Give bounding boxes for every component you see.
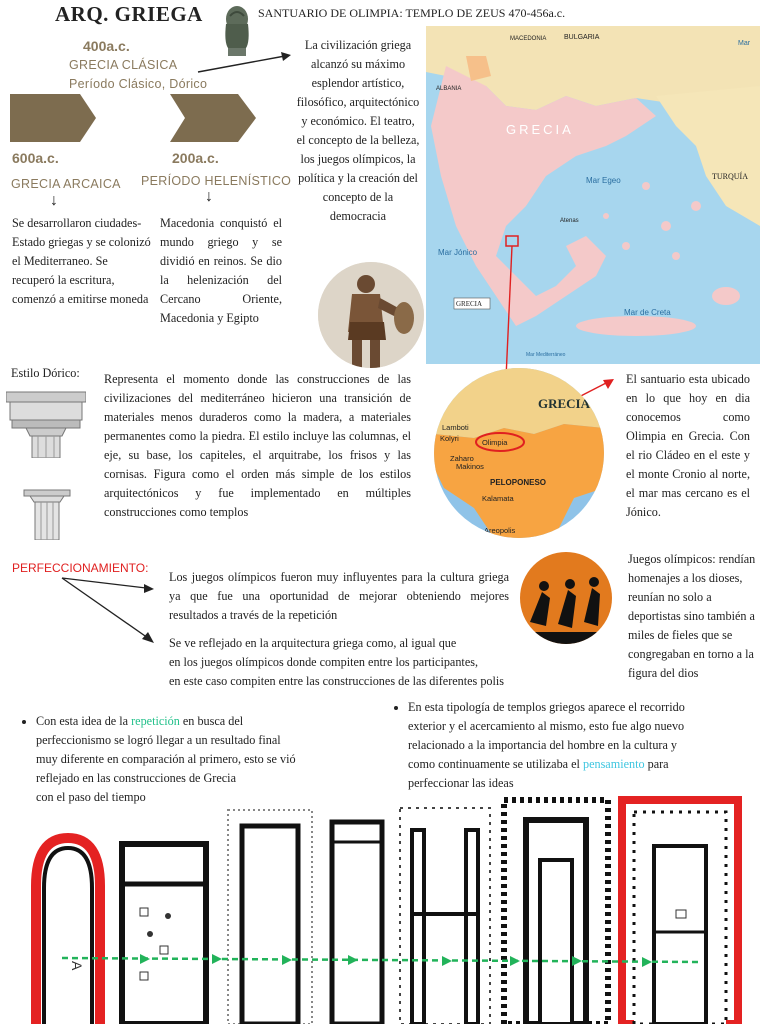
perfection-arrows (60, 576, 160, 648)
page-subtitle: SANTUARIO DE OLIMPIA: TEMPLO DE ZEUS 470-456a.c. (258, 6, 566, 20)
bullet-text: Con esta idea de la (36, 714, 132, 728)
perfection-text-2-line: Se ve reflejado en la arquitectura griega como, al igual que (169, 636, 457, 650)
bullet-right (394, 698, 764, 793)
temple-plan-1 (36, 838, 100, 1024)
perfection-text-2-line: en este caso compiten entre las construcciones de las diferentes polis (169, 674, 505, 688)
temple-plan-3 (228, 810, 312, 1024)
bullet-right-item (408, 698, 764, 793)
bullet-text: relacionado a la importancia del hombre en la cultura y (408, 738, 678, 752)
bullet-text: con el paso del tiempo (36, 790, 146, 804)
temple-plan-7 (622, 800, 738, 1024)
inset-title: GRECIA (538, 396, 591, 411)
bullet-left (22, 712, 362, 807)
bullet-text: como continuamente se utilizaba el (408, 757, 583, 771)
map-label-atenas: Atenas (560, 218, 579, 224)
map-label-macedonia: MACEDONIA (510, 36, 547, 42)
down-arrow-icon: ↓ (50, 192, 58, 209)
bullet-text: perfeccionismo se logró llegar a un resultado final (36, 733, 281, 747)
map-label-mar-egeo: Mar Egeo (586, 176, 621, 185)
olympic-vase-image (520, 552, 612, 644)
timeline-arrows (10, 92, 260, 144)
temple-plan-6 (504, 800, 608, 1024)
perfection-text-2-line: en los juegos olímpicos donde compiten entre los participantes, (169, 655, 479, 669)
inset-place-zaharo: Zaharo (450, 454, 474, 463)
bullet-text: muy diferente en comparación al primero, esto se vió (36, 752, 296, 766)
inset-place-makinos: Makinos (456, 462, 484, 471)
era-grecia-arcaica: GRECIA ARCAICA (11, 177, 121, 191)
year-200: 200a.c. (172, 150, 219, 166)
inset-place-kolyri: Kolyri (440, 434, 459, 443)
bullet-text: exterior y el acercamiento al mismo, esto fue algo nuevo (408, 719, 685, 733)
helenistico-text: Macedonia conquistó el mundo griego y se dividió en reinos. Se dio la helenización del Cercano Oriente, Macedonia y Egipto (160, 216, 282, 325)
map-label-mar: Mar (738, 40, 751, 47)
map-label-albania: ALBANIA (436, 86, 462, 92)
map-label-bulgaria: BULGARIA (564, 34, 600, 41)
bullet-text: reflejado en las construcciones de Grecia (36, 771, 236, 785)
map-tag-grecia: GRECIA (456, 300, 483, 308)
map-label-turquia: TURQUÍA (712, 172, 748, 181)
highlight-repeticion: repetición (131, 714, 180, 728)
down-arrow-icon: ↓ (205, 188, 213, 205)
map-label-mar-mediterraneo: Mar Mediterráneo (526, 352, 566, 358)
bullet-left-item (36, 712, 362, 807)
temple-plan-4 (332, 822, 382, 1024)
doric-column-image (22, 488, 72, 540)
period-clasico: Período Clásico, Dórico (69, 77, 208, 91)
inset-place-lamboti: Lamboti (442, 423, 469, 432)
year-400: 400a.c. (83, 38, 130, 54)
inset-place-peloponeso: PELOPONESO (490, 478, 547, 487)
olympics-text: Juegos olímpicos: rendían homenajes a los dioses, reunían no solo a deportistas sino también a miles de fieles que se congregaban en torno a la figura del dios (628, 552, 756, 680)
perfection-text-2 (169, 634, 549, 691)
temple-plan-2 (122, 844, 206, 1024)
era-grecia-clasica: GRECIA CLÁSICA (69, 58, 178, 72)
svg-text:A: A (69, 961, 85, 971)
inset-place-kalamata: Kalamata (482, 494, 514, 503)
highlight-pensamiento: pensamiento (582, 757, 645, 771)
perfection-label: PERFECCIONAMIENTO: (12, 561, 149, 575)
pointer-arrow (195, 48, 295, 78)
map-label-mar-creta: Mar de Creta (624, 308, 671, 317)
page-title: ARQ. GRIEGA (55, 2, 203, 26)
map-label-grecia: GRECIA (506, 122, 574, 137)
bullet-text: En esta tipología de templos griegos aparece el recorrido (408, 700, 685, 714)
doric-capital-image (6, 388, 86, 458)
bullet-text: para (644, 757, 669, 771)
temple-plans (0, 796, 768, 1024)
bullet-text: en busca del (179, 714, 244, 728)
warrior-statue-image (318, 262, 424, 368)
era-periodo-helenistico: PERÍODO HELENÍSTICO (141, 174, 292, 188)
sanctuary-text: El santuario esta ubicado en lo que hoy en dia conocemos como Olimpia en Grecia. Con el rio Cládeo en el este y el monte Cronio al norte, el mar mas cercano es el Jónico. (626, 372, 750, 519)
bullet-text: perfeccionar las ideas (408, 776, 514, 790)
inset-place-olimpia: Olimpia (482, 438, 508, 447)
arcaica-text: Se desarrollaron ciudades-Estado griegas y se colonizó el Mediterraneo. Se recuperó la escritura, comenzó a emitirse moneda (12, 216, 151, 306)
temple-plan-5 (400, 808, 490, 1024)
perfection-text-1: Los juegos olímpicos fueron muy influyentes para la cultura griega ya que fue una oportunidad de mejorar obteniendo mejores resultados a través de la repetición (169, 570, 509, 622)
map-label-mar-jonico: Mar Jónico (438, 248, 478, 257)
olimpia-inset-map (434, 368, 604, 538)
doric-label: Estilo Dórico: (11, 366, 80, 380)
civilization-text: La civilización griega alcanzó su máximo esplendor artístico, filosófico, arquitectónico y económico. El teatro, el concepto de la belleza, los juegos olímpicos, la política y la creación del concepto de la democracia (296, 38, 420, 223)
year-600: 600a.c. (12, 150, 59, 166)
inset-place-areopolis: Areopolis (484, 526, 516, 535)
doric-text: Representa el momento donde las construcciones de las civilizaciones del mediterráneo hicieron una transición de materiales menos duraderos como la madera, a materiales permanentes como la piedra. El estilo incluye las columnas, el eje, su base, los capiteles, el arquitrabe, los frisos y las cornisas. Figura como el orden más simple de los estilos arquitectónicos y fue implementado en múltiples construcciones como templos (104, 372, 411, 519)
